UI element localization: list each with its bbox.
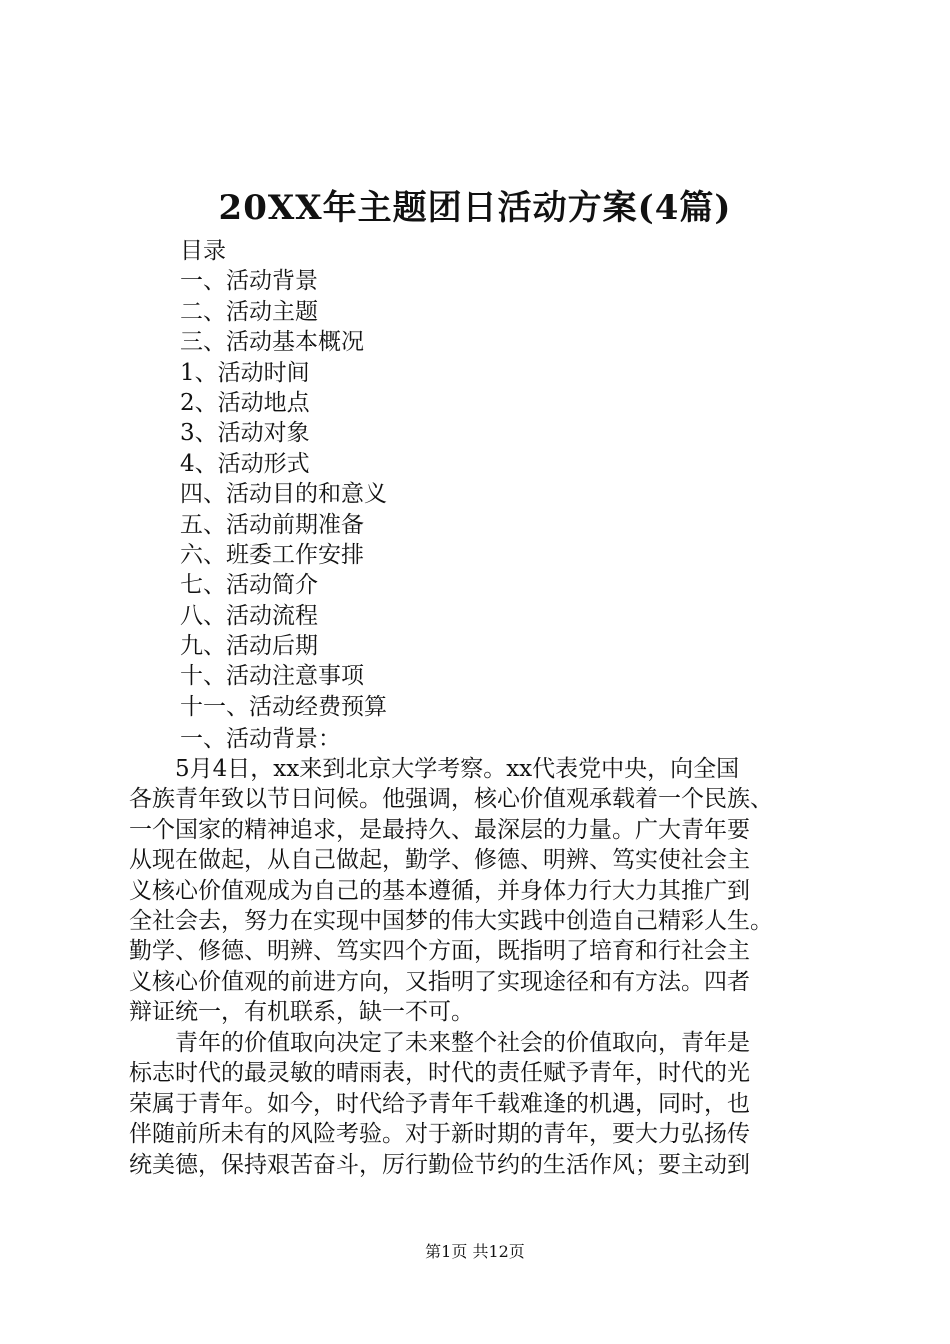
toc-item: 3、活动对象 — [180, 420, 310, 447]
paragraph-line: 一个国家的精神追求，是最持久、最深层的力量。广大青年要 — [129, 816, 750, 843]
toc-item: 4、活动形式 — [180, 450, 310, 477]
toc-item: 一、活动背景 — [180, 268, 318, 295]
paragraph-line: 标志时代的最灵敏的晴雨表，时代的责任赋予青年，时代的光 — [129, 1060, 750, 1087]
toc-item: 三、活动基本概况 — [180, 329, 364, 356]
paragraph-line: 从现在做起，从自己做起，勤学、修德、明辨、笃实使社会主 — [129, 847, 750, 874]
paragraph-line: 荣属于青年。如今，时代给予青年千载难逢的机遇，同时，也 — [129, 1090, 750, 1117]
toc-item: 九、活动后期 — [180, 633, 318, 660]
toc-item: 十一、活动经费预算 — [180, 693, 387, 720]
toc-item: 六、班委工作安排 — [180, 541, 364, 568]
toc-item: 2、活动地点 — [180, 389, 310, 416]
table-of-contents — [180, 236, 387, 722]
toc-item: 十、活动注意事项 — [180, 663, 364, 690]
paragraph-line: 青年的价值取向决定了未来整个社会的价值取向，青年是 — [129, 1030, 750, 1056]
paragraph-line: 各族青年致以节日问候。他强调，核心价值观承载着一个民族、 — [129, 786, 773, 813]
paragraph-line: 义核心价值观的前进方向，又指明了实现途径和有方法。四者 — [129, 968, 750, 995]
paragraph-line: 义核心价值观成为自己的基本遵循，并身体力行大力其推广到 — [129, 877, 750, 904]
toc-item: 八、活动流程 — [180, 602, 318, 629]
paragraph-youth-values — [129, 1028, 829, 1180]
paragraph-line: 辩证统一，有机联系，缺一不可。 — [129, 999, 474, 1026]
toc-heading: 目录 — [180, 238, 226, 264]
paragraph-line: 5月4日，xx来到北京大学考察。xx代表党中央，向全国 — [129, 756, 740, 782]
paragraph-background — [129, 754, 829, 1028]
toc-item: 四、活动目的和意义 — [180, 481, 387, 508]
toc-item: 1、活动时间 — [180, 359, 310, 386]
paragraph-line: 勤学、修德、明辨、笃实四个方面，既指明了培育和行社会主 — [129, 938, 750, 965]
toc-item: 五、活动前期准备 — [180, 511, 364, 538]
paragraph-line: 伴随前所未有的风险考验。对于新时期的青年，要大力弘扬传 — [129, 1121, 750, 1148]
page-footer: 第1页 共12页 — [425, 1242, 525, 1261]
paragraph-line: 全社会去，努力在实现中国梦的伟大实践中创造自己精彩人生。 — [129, 907, 773, 934]
paragraph-line: 统美德，保持艰苦奋斗，厉行勤俭节约的生活作风；要主动到 — [129, 1151, 750, 1178]
section-heading: 一、活动背景： — [180, 726, 341, 752]
toc-item: 七、活动简介 — [180, 572, 318, 599]
document-title: 20XX年主题团日活动方案(4篇) — [218, 188, 732, 228]
toc-item: 二、活动主题 — [180, 298, 318, 325]
